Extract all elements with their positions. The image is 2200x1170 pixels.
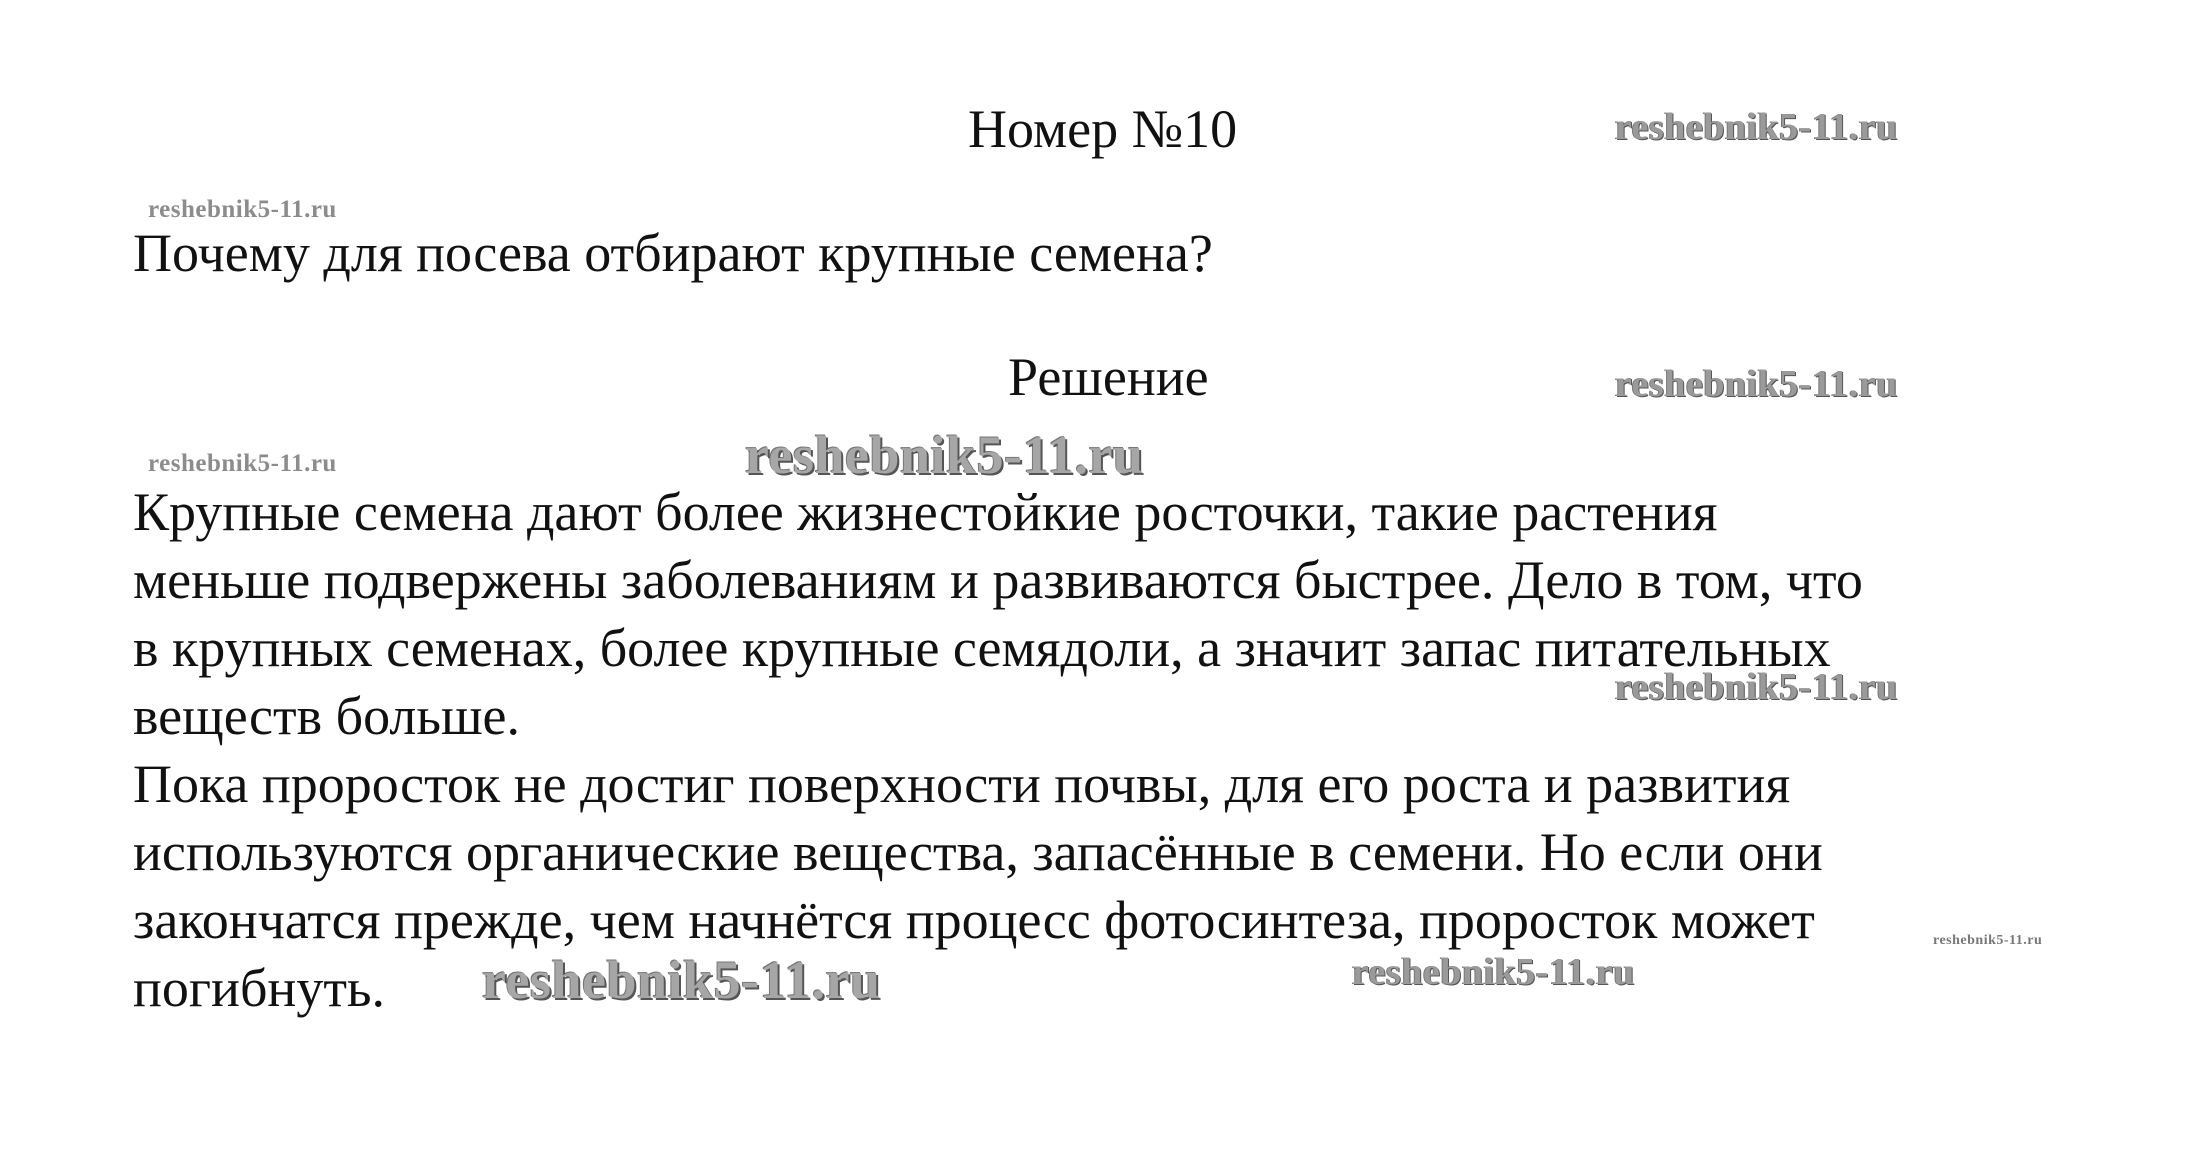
answer-line: Пока проросток не достиг поверхности почвы, для его роста и развития [133, 754, 1791, 814]
solution-heading: Решение [1008, 347, 1209, 407]
watermark: reshebnik5-11.ru [1933, 933, 2043, 948]
answer-line: используются органические вещества, запасённые в семени. Но если они [133, 822, 1823, 882]
watermark: reshebnik5-11.ru [745, 425, 1144, 485]
answer-line: погибнуть. [133, 958, 386, 1018]
watermark: reshebnik5-11.ru [148, 450, 337, 477]
answer-text [133, 478, 2163, 1022]
question-text: Почему для посева отбирают крупные семена? [133, 223, 1213, 283]
answer-line: Крупные семена дают более жизнестойкие росточки, такие растения [133, 482, 1718, 542]
answer-line: веществ больше. [133, 686, 520, 746]
watermark: reshebnik5-11.ru [1352, 951, 1635, 993]
answer-line: закончатся прежде, чем начнётся процесс фотосинтеза, проросток может [133, 890, 1815, 950]
task-title: Номер №10 [968, 99, 1238, 159]
answer-line: меньше подвержены заболеваниям и развиваются быстрее. Дело в том, что [133, 550, 1863, 610]
watermark: reshebnik5-11.ru [1615, 363, 1898, 405]
watermark: reshebnik5-11.ru [1615, 666, 1898, 708]
watermark: reshebnik5-11.ru [148, 196, 337, 223]
watermark: reshebnik5-11.ru [482, 950, 881, 1010]
watermark: reshebnik5-11.ru [1615, 106, 1898, 148]
answer-line: в крупных семенах, более крупные семядоли, а значит запас питательных [133, 618, 1831, 678]
